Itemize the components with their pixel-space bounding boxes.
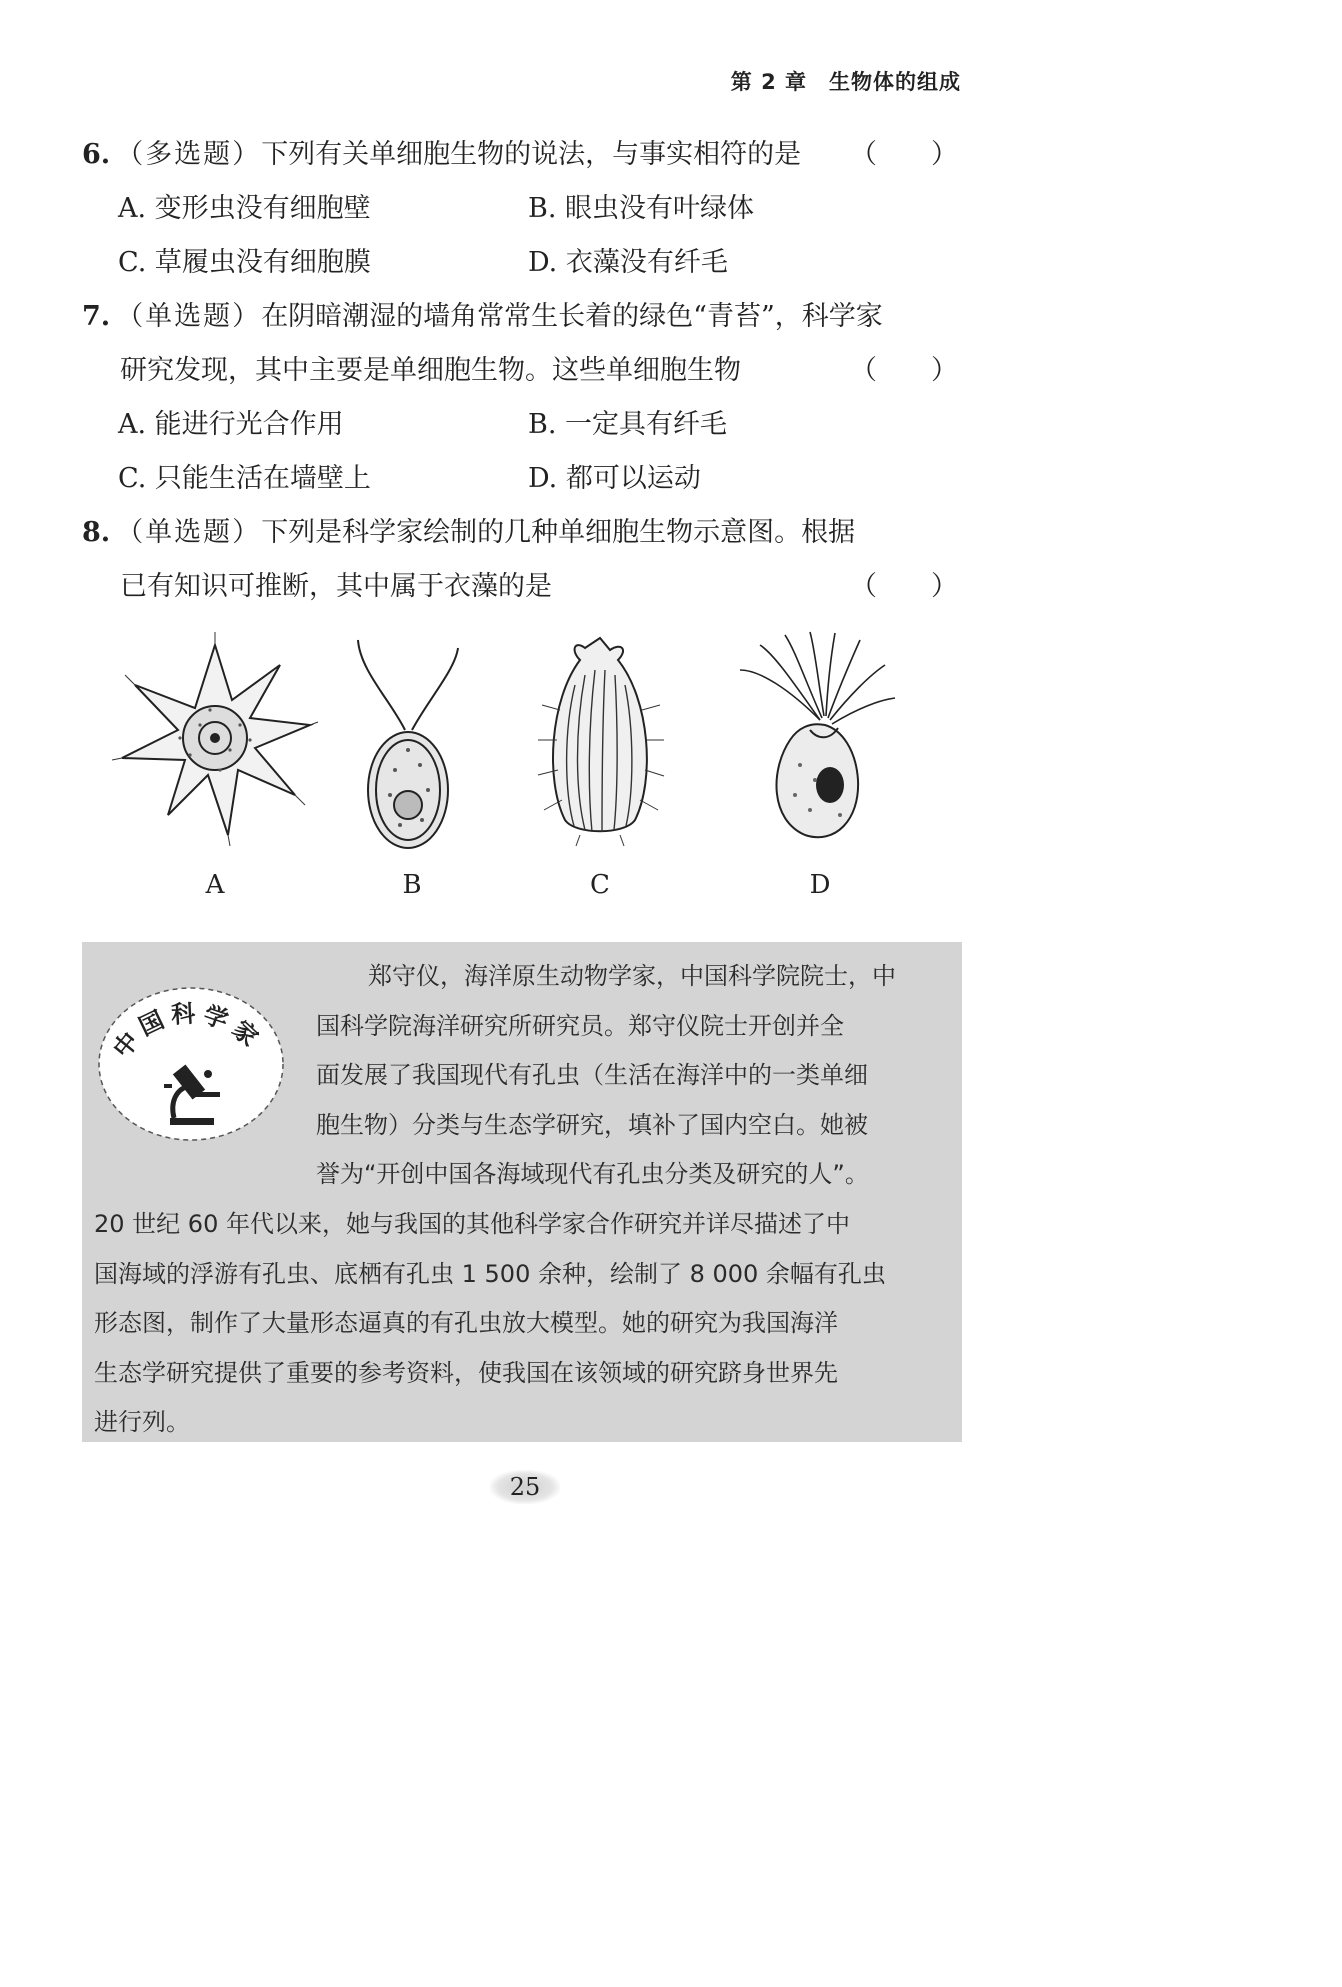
question-stem: 下列有关单细胞生物的说法，与事实相符的是 [261,139,802,170]
star-organism-drawing [110,630,320,850]
question-stem-line2 [82,344,962,398]
ciliate-drawing [530,630,670,850]
figure-b-flagellate [350,630,470,850]
question-number: 6. [82,139,111,170]
scientist-paragraph [94,952,950,1448]
question-number: 7. [82,301,111,332]
option-d: D. 都可以运动 [528,463,701,494]
question-stem-line2 [82,560,962,614]
question-7 [82,290,962,398]
question-stem-line1: 在阴暗潮湿的墙角常常生长着的绿色“青苔”，科学家 [261,301,883,332]
chapter-title: 生物体的组成 [829,70,961,94]
answer-paren: （ ） [850,571,958,602]
flagellate-drawing [350,630,470,850]
figure-c-ciliate [530,630,670,850]
full-line-2: 国海域的浮游有孔虫、底栖有孔虫 1 500 余种，绘制了 8 000 余幅有孔虫 [94,1259,886,1288]
answer-paren: （ ） [850,355,958,386]
figure-label-d: D [809,870,831,900]
full-line-5: 进行列。 [94,1408,190,1437]
wrapped-lines [94,952,950,1200]
page-number: 25 [490,1470,560,1504]
chapter-number: 第 2 章 [730,70,807,94]
option-b: B. 一定具有纤毛 [528,409,728,440]
full-line-4: 生态学研究提供了重要的参考资料，使我国在该领域的研究跻身世界先 [94,1358,838,1387]
answer-paren: （ ） [850,139,958,170]
para-line-2: 国科学院海洋研究所研究员。郑守仪院士开创并全 [316,1011,844,1040]
full-line-3: 形态图，制作了大量形态逼真的有孔虫放大模型。她的研究为我国海洋 [94,1309,838,1338]
option-a: A. 能进行光合作用 [118,409,344,440]
badge-text-path: 中国科学家 [106,998,269,1064]
question-type: （单选题） [116,517,262,548]
para-line-3: 面发展了我国现代有孔虫（生活在海洋中的一类单细 [316,1061,868,1090]
question-number: 8. [82,517,111,548]
full-line-1: 20 世纪 60 年代以来，她与我国的其他科学家合作研究并详尽描述了中 [94,1209,850,1238]
stem-line2-text: 已有知识可推断，其中属于衣藻的是 [120,571,552,602]
para-line-5: 誉为“开创中国各海域现代有孔虫分类及研究的人”。 [316,1160,869,1189]
para-line-1: 郑守仪，海洋原生动物学家，中国科学院院士，中 [368,962,896,990]
figure-label-a: A [205,870,225,900]
question-8 [82,506,962,614]
question-6-options [118,182,938,290]
crowned-ciliate-drawing [730,630,900,850]
option-d: D. 衣藻没有纤毛 [528,247,728,278]
para-line-4: 胞生物）分类与生态学研究，填补了国内空白。她被 [316,1110,868,1139]
organism-figures [100,630,960,920]
option-a: A. 变形虫没有细胞壁 [118,193,371,224]
chapter-header [731,66,961,96]
scientist-info-box [82,942,962,1442]
question-type: （单选题） [116,301,262,332]
option-b: B. 眼虫没有叶绿体 [528,193,755,224]
stem-line2-text: 研究发现，其中主要是单细胞生物。这些单细胞生物 [120,355,741,386]
option-c: C. 草履虫没有细胞膜 [118,247,371,278]
figure-a-star-organism [110,630,320,850]
question-6 [82,128,962,182]
question-stem-line1: 下列是科学家绘制的几种单细胞生物示意图。根据 [261,517,856,548]
figure-d-crowned-ciliate [730,630,900,850]
figure-label-c: C [590,870,610,900]
figure-label-b: B [402,870,422,900]
question-7-options [118,398,938,506]
question-type: （多选题） [116,139,262,170]
option-c: C. 只能生活在墙壁上 [118,463,371,494]
